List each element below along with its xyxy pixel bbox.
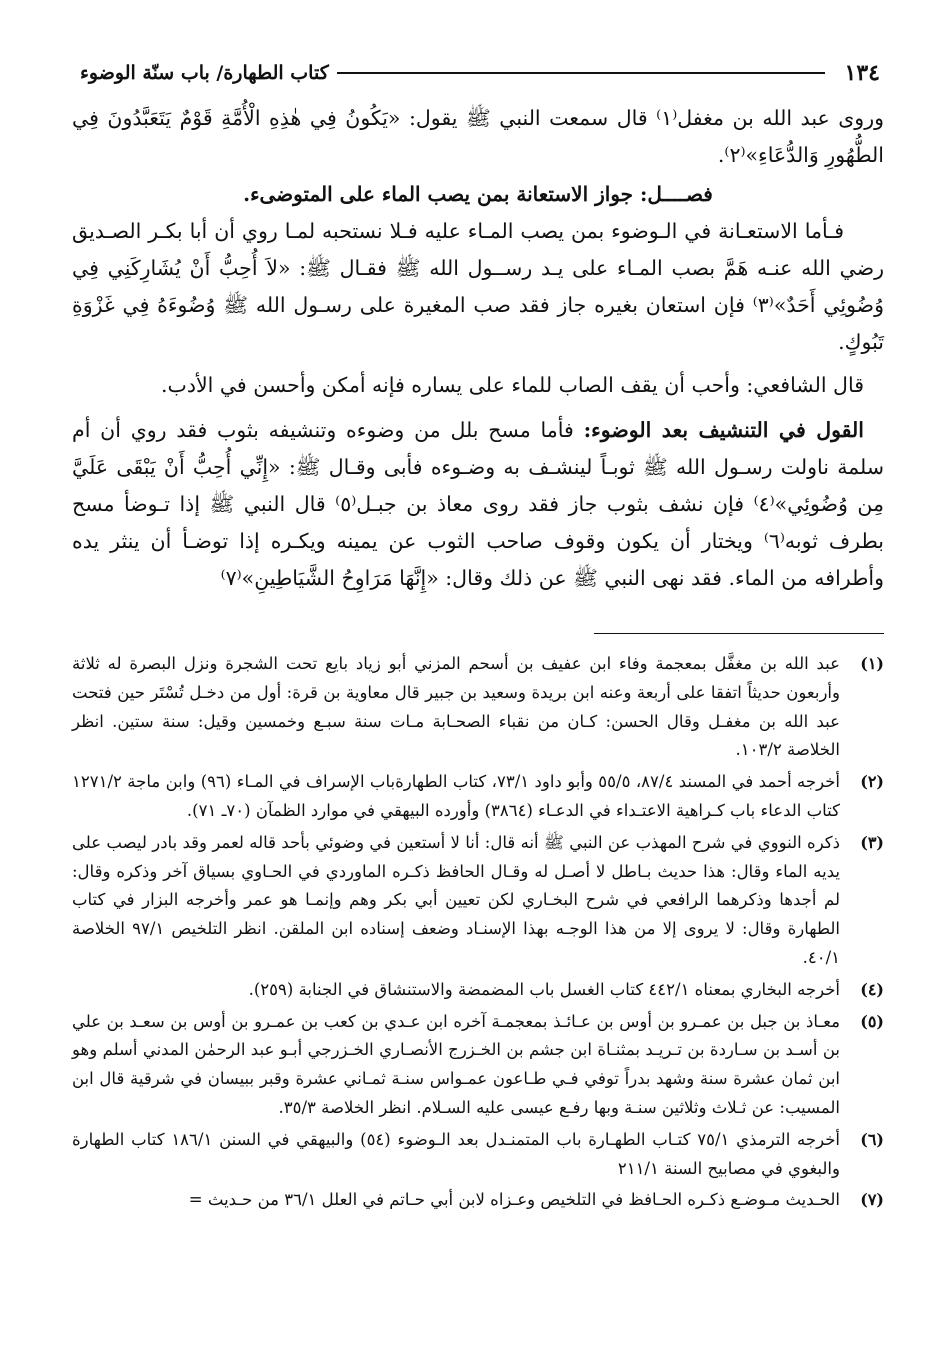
footnote-number: (٤)	[860, 979, 884, 999]
footnotes	[72, 650, 884, 1218]
footnote-number: (٧)	[860, 1190, 884, 1210]
paragraph-4: قال الشافعي: وأحب أن يقف الصاب للماء على يساره فإنه أمكن وأحسن في الأدب.	[161, 373, 864, 397]
footnote-number: (٦)	[860, 1129, 884, 1149]
footnote-7	[72, 1186, 884, 1215]
section-heading	[72, 176, 884, 213]
footnote-text: أخرجه الترمذي ٧٥/١ كتـاب الطهـارة باب المتمنـدل بعد الـوضوء (٥٤) والبيهقي في السنن ١٨٦/١ كتاب الطهارة والبغوي في مصابيح السنة ٢١١/١	[72, 1129, 840, 1178]
footnote-text: عبد الله بن مغفَّل بمعجمة وفاء ابن عفيف بن أسحم المزني أبو زياد بايع تحت الشجرة ونزل البصرة له ثلاثة وأربعون حديثاً اتفقا على أربعة وعنه ابن بريدة وسعيد بن جبير قال معاوية بن قرة: أول من دخـل تُسْتَر حين فتحت عبد الله بن مغفـل وقال الحسن: كـان من نقباء الصحـابة مـات سنة سبـع وخمسين وقيل: سنة ستين. انظر الخلاصة ١٠٣/٢.	[72, 654, 840, 760]
paragraph-5	[72, 412, 884, 597]
footnote-6	[72, 1126, 884, 1184]
footnote-1	[72, 650, 884, 765]
footnote-number: (١)	[860, 654, 884, 673]
section-title: : جواز الاستعانة بمن يصب الماء على المتوضىء.	[243, 182, 648, 206]
footnote-3	[72, 829, 884, 973]
footnote-4	[72, 976, 884, 1005]
footnote-number: (٢)	[860, 772, 884, 792]
footnote-text: معـاذ بن جبل بن عمـرو بن أوس بن عـائـذ بمعجمـة آخره ابن عـدي بن كعب بن عمـرو بن أوس بن سعـد بن علي بن أسـد بن سـاردة بن تـريـد بمثنـاة ابن جشم بن الخـزرج الأنصـاري الخـزرجي أبـو عبد الرحمٰن المدني أسلم وهو ابن ثمان عشرة سنة وشهد بدراً توفي فـي طـاعون عمـواس سنـة ثمـاني عشرة وقبر ببيسان في شرقية قال ابن المسيب: عن ثـلاث وثلاثين سنـة وبها رفـع عيسى عليه السـلام. انظر الخلاصة ٣٥/٣.	[72, 1011, 840, 1117]
paragraph-5-lead: القول في التنشيف بعد الوضوء:	[583, 418, 864, 442]
section-label: فصــــل	[647, 182, 713, 206]
footnote-number: (٥)	[860, 1011, 884, 1031]
header-rule	[337, 72, 825, 74]
main-text	[72, 100, 884, 597]
paragraph-5-body: فأما مسح بلل من وضوءه وتنشيفه بثوب فقد روي أن أم سلمة ناولت رسـول الله ﷺ ثوبـاً لينشـف به وضـوءه فأبى وقـال ﷺ: «إِنِّي أُحِبُّ أَنْ يَبْقَى عَلَيَّ مِن وُضُوئِي»⁽٤⁾ فإن نشف بثوب جاز فقد روى معاذ بن جبـل⁽٥⁾ قال النبي ﷺ إذا تـوضأ مسح بطرف ثوبه⁽٦⁾ ويختار أن يكون وقوف صاحب الثوب عن يمينه ويكـره إذا توضـأ أن ينثر يده وأطرافه من الماء. فقد نهى النبي ﷺ عن ذلك وقال: «إِنَّهَا مَرَاوِحُ الشَّيَاطِينِ»⁽٧⁾	[72, 418, 885, 590]
footnote-text: الحـديث مـوضـع ذكـره الحـافظ في التلخيص وعـزاه لابن أبي حـاتم في العلل ٣٦/١ من حـديث =	[188, 1190, 840, 1210]
paragraph-1: وروى عبد الله بن مغفل⁽١⁾ قال سمعت النبي ﷺ يقول: «يَكُونُ فِي هٰذِهِ الْأُمَّةِ قَوْمٌ يَتَعَبَّدُونَ فِي الطُّهُورِ وَالدُّعَاءِ»⁽٢⁾.	[72, 106, 884, 167]
footnote-number: (٣)	[860, 832, 884, 852]
footnote-5	[72, 1008, 884, 1123]
running-title: كتاب الطهارة/ باب سنّة الوضوء	[80, 62, 329, 84]
footnote-separator	[594, 633, 884, 634]
running-header	[80, 56, 880, 90]
footnote-2	[72, 768, 884, 826]
footnote-text: أخرجه البخاري بمعناه ٤٤٢/١ كتاب الغسل باب المضمضة والاستنشاق في الجنابة (٢٥٩).	[248, 979, 840, 999]
page-number: ١٣٤	[844, 60, 880, 86]
footnote-text: ذكره النووي في شرح المهذب عن النبي ﷺ أنه قال: أنا لا أستعين في وضوئي بأحد قاله لعمر وقد بادر ليصب على يديه الماء وقال: هذا حديث بـاطل لا أصـل له وقـال الحافظ ذكـره الماوردي في الحـاوي بسياق آخر وذكره وقال: لم أجدها وذكرهما الرافعي في شرح البخـاري لكن تعيين أبي بكر وهم وإنمـا هو عمر وأخرجه البزار في كتاب الطهارة وقال: لا يروى إلا من هذا الوجـه بهذا الإسنـاد وضعف إسناده ابن الملقن. انظر التلخيص ٩٧/١ الخلاصة ٤٠/١.	[72, 832, 840, 967]
paragraph-3: فـأما الاستعـانة في الـوضوء بمن يصب المـاء عليه فـلا نستحبه لمـا روي أن أبا بكـر الصـديق رضي الله عنـه هَمَّ بصب المـاء على يـد رســول الله ﷺ فقـال ﷺ: «لاَ أُحِبُّ أَنْ يُشَارِكَنِي فِي وُضُوئِي أَحَدٌ»⁽٣⁾ فإن استعان بغيره جاز فقد صب المغيرة على رسـول الله ﷺ وُضُوءَهُ فِي غَزْوَةِ تَبُوكٍ.	[72, 219, 884, 354]
footnote-text: أخرجه أحمد في المسند ٨٧/٤، ٥٥/٥ وأبو داود ٧٣/١، كتاب الطهارةباب الإسراف في المـاء (٩٦) وابن ماجة ١٢٧١/٢ كتاب الدعاء باب كـراهية الاعتـداء في الدعـاء (٣٨٦٤) وأورده البيهقي في موارد الظمآن (٧٠ـ ٧١).	[72, 772, 840, 820]
